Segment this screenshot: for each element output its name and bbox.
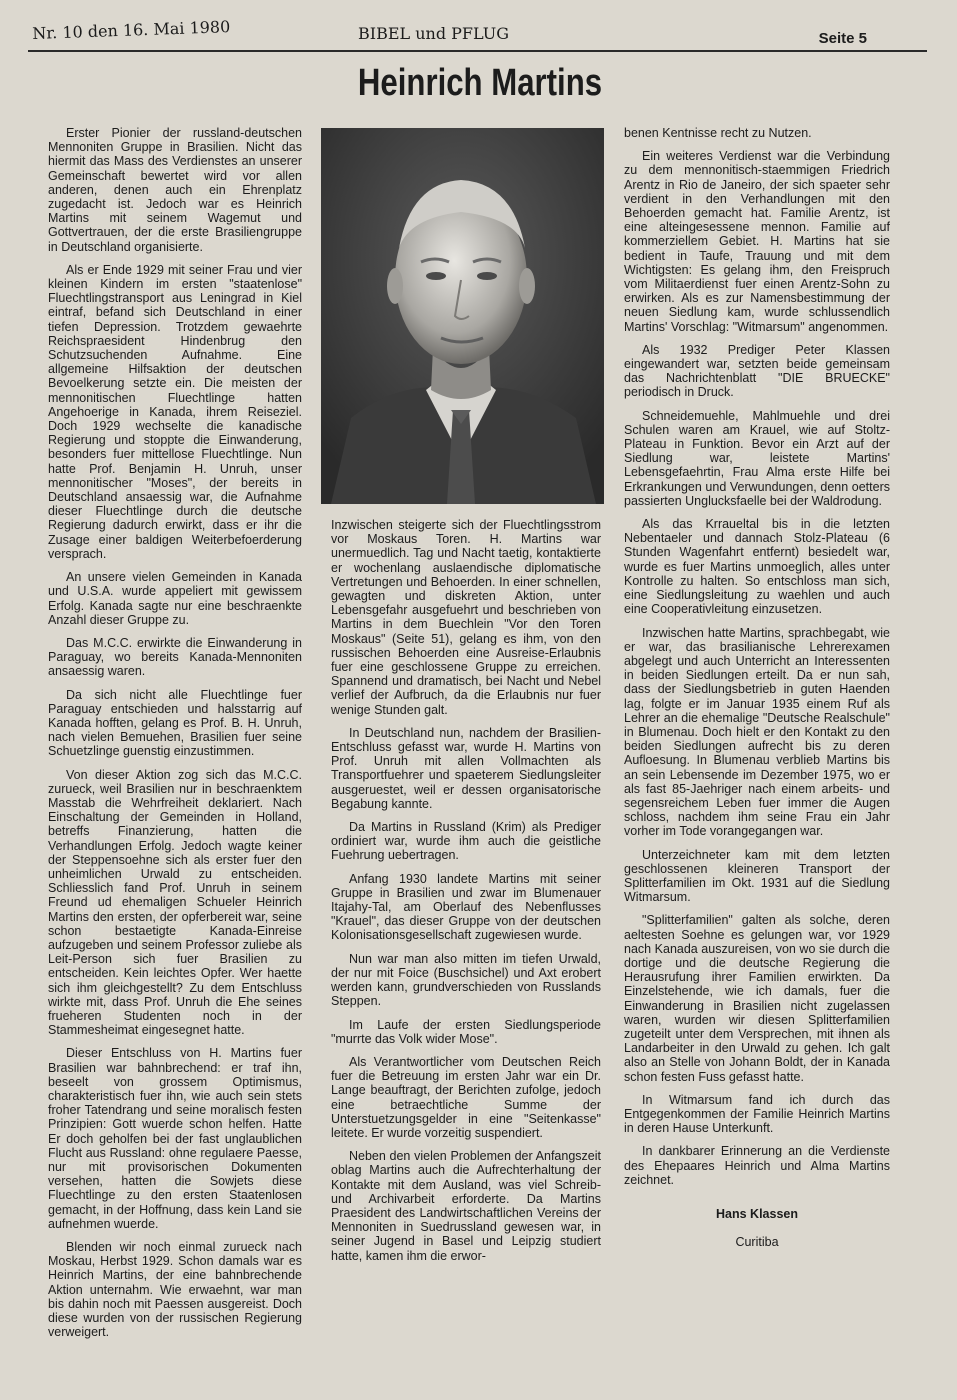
paragraph: Da Martins in Russland (Krim) als Prediger ordiniert war, wurde ihm auch die geistliche Fuehrung uebertragen. (331, 820, 601, 863)
paragraph: Als das Krraueltal bis in die letzten Nebentaeler und dannach Stolz-Plateau (6 Stunden Wagenfahrt entfernt) besiedelt war, wurde es fuer Martins unmoeglich, alles unter Kontrolle zu halten. So entschloss man sich, eine Siedlungsleitung zu waehlen und auch eine Cooperativleitung einzusetzen. (624, 517, 890, 617)
issue-date: Nr. 10 den 16. Mai 1980 (32, 17, 231, 43)
paragraph: Schneidemuehle, Mahlmuehle und drei Schulen waren am Krauel, wie auf Stoltz-Plateau in Funktion. Bevor ein Arzt auf der Siedlung war, leistete Martins' Lebensgefaehrtin, Frau Alma erste Hilfe bei Erkrankungen und Verwundungen, denn oetters passierten Unglucksfaelle bei der Waldrodung. (624, 408, 890, 508)
paragraph: Dieser Entschluss von H. Martins fuer Brasilien war bahnbrechend: er traf ihn, beseelt von grossem Optimismus, charakteristisch fuer ihn, wie auch sein stets froher Tatendrang und seine moralisch festen Prinzipien: Gott wuerde schon helfen. Hatte Er doch geholfen bei der fast unglaublichen Flucht aus Russland: ohne regulaere Paesse, nur mit provisorischen Dokumenten versehen, hatten die Sowjets diese Fluechtlinge zu den ersten Staatenlosen gemacht, in der Hoffnung, dass kein Land sie aufnehmen wuerde. (48, 1046, 302, 1231)
author-place: Curitiba (735, 1235, 779, 1250)
paragraph: Im Laufe der ersten Siedlungsperiode "murrte das Volk wider Mose". (331, 1017, 601, 1046)
paragraph: benen Kentnisse recht zu Nutzen. (624, 126, 812, 140)
paragraph: Anfang 1930 landete Martins mit seiner Gruppe in Brasilien und zwar im Blumenauer Itajahy-Tal, am Oberlauf des Nebenflusses "Krauel", das dieser Gruppe von der deutschen Kolonisationsgesellschaft zugewiesen wurde. (331, 871, 601, 943)
paragraph: In dankbarer Erinnerung an die Verdienste des Ehepaares Heinrich und Alma Martins zeichnet. (624, 1144, 890, 1187)
paragraph: Erster Pionier der russland-deutschen Mennoniten Gruppe in Brasilien. Nicht das hiermit das Mass des Verdienstes an unserer Gemeinschaft bewertet wird vor allen anderen, denen auch ein Ehrenplatz zugedacht ist. Jedoch war es Heinrich Martins mit seinem Wagemut und Gottvertrauen, der die erste Brasiliengruppe in Deutschland organisierte. (48, 126, 302, 254)
column-2 (331, 518, 601, 1272)
paragraph: Als er Ende 1929 mit seiner Frau und vier kleinen Kindern im ersten "staatenlose" Fluechtlingstransport aus Leningrad in Kiel eintraf, befand sich Deutschland in einer tiefen Depression. Trotzdem gewaehrte Reichspraesident Hindenbrug den Schutzsuchenden Aufnahme. Eine allgemeine Hilfsaktion der deutschen Bevoelkerung setzte ein. Die meisten der mennonitischen Fluechtlinge hatten Angehoerige in Kanada, ihrem Reiseziel. Doch 1929 wechselte die kanadische Regierung und stoppte die Einwanderung, besonders fuer mittellose Fluechtlinge. Nun hatte Prof. Benjamin H. Unruh, unser mennonitischer "Moses", der bereits in Deutschland ansaessig war, die Aufnahme dieser Fluechtlinge durch die deutsche Regierung dadurch erwirkt, dass er ihr die Zusage einer baldigen Weiterbefoerderung versprach. (48, 262, 302, 561)
paragraph: Ein weiteres Verdienst war die Verbindung zu dem mennonitisch-staemmigen Friedrich Arentz in Rio de Janeiro, der sich spaeter sehr verdient in den Verhandlungen mit den Behoerden gemacht hat. Familie Arentz, ist eine alteingesessene mennon. Familie auf kommerziellem Gebiet. H. Martins hat sie bedient in Taufe, Trauung und mit dem Wichtigsten: Es gelang ihm, den Freispruch vom Militaerdienst fuer einen Arentz-Sohn zu erwirken. Als es zur Namensbestimmung der neuen Siedlung kam, wurde schlussendlich Martins' Vorschlag: "Witmarsum" angenommen. (624, 149, 890, 334)
paragraph: "Splitterfamilien" galten als solche, deren aeltesten Soehne es gelungen war, vor 1929 nach Kanada auszureisen, von wo sie durch die dortige und die deutsche Regierung die Herausrufung ihrer Familien erwirkten. Da Einzelstehende, wie ich damals, fuer die Einwanderung in Brasilien nicht zugelassen waren, wurden wir diesen Splitterfamilien zugeteilt unter dem Versprechen, mit ihnen als Landarbeiter in den Urwald zu gehen. Ich galt also an Stelle von Johann Boldt, der in Kanada schon festen Fuss gefasst hatte. (624, 913, 890, 1084)
column-3 (624, 126, 890, 1249)
portrait-photo (321, 128, 604, 504)
paragraph: Unterzeichneter kam mit dem letzten geschlossenen kleineren Transport der Splitterfamilien im Okt. 1931 auf die Siedlung Witmarsum. (624, 847, 890, 905)
portrait-photo-icon (321, 128, 604, 504)
paragraph: Neben den vielen Problemen der Anfangszeit oblag Martins auch die Aufrechterhaltung der Kontakte mit dem Ausland, was viel Schreib- und Archivarbeit erforderte. Da Martins Praesident des Landwirtschaftlichen Vereins der Mennoniten in Suedrussland gewesen war, in seiner Jugend in Basel und Leipzig studiert hatte, kamen ihm die erwor- (331, 1149, 601, 1263)
paragraph: In Witmarsum fand ich durch das Entgegenkommen der Familie Heinrich Martins in deren Hause Unterkunft. (624, 1092, 890, 1136)
paragraph: Das M.C.C. erwirkte die Einwanderung in Paraguay, wo bereits Kanada-Mennoniten ansaessig waren. (48, 635, 302, 679)
author-name: Hans Klassen (716, 1207, 798, 1222)
page-header (28, 17, 927, 56)
paragraph: Inzwischen hatte Martins, sprachbegabt, wie er war, das brasilianische Lehrerexamen abgelegt und auch Unterricht an Interessenten in beiden Siedlungen erteilt. Da er nun sah, dass der Siedlungsbetrieb in guten Haenden lag, folgte er im Januar 1935 einem Ruf als Lehrer an die ehemalige "Deutsche Realschule" in Blumenau. Doch hielt er den Kontakt zu den beiden Siedlungen aufrecht bis zu deren Aufloesung. In Blumenau verblieb Martins bis an sein Lebensende im Dezember 1975, wo er als fast 85-Jaehriger nach einem arbeits- und segensreichem Leben fuer immer die Augen schloss, nachdem ihm seine Frau ein Jahr vorher im Tode vorangegangen war. (624, 625, 890, 839)
paragraph: Da sich nicht alle Fluechtlinge fuer Paraguay entschieden und halsstarrig auf Kanada hofften, gelang es Prof. B. H. Unruh, nach vielen Bemuehen, Brasilien fuer seine Schuetzlinge guenstig einzustimmen. (48, 687, 302, 759)
paragraph: Nun war man also mitten im tiefen Urwald, der nur mit Foice (Buschsichel) und Axt erobert werden kann, grundverschieden von Russlands Steppen. (331, 951, 601, 1009)
paragraph: Inzwischen steigerte sich der Fluechtlingsstrom vor Moskaus Toren. H. Martins war unermuedlich. Tag und Nacht taetig, kontaktierte er wochenlang auslaendische diplomatische Vertretungen und Behoerden. In einer schnellen, gewagten und diskreten Aktion, unter Lebensgefahr ausgefuehrt und beschrieben von Martins in dem Buechlein "Vor den Toren Moskaus" (Seite 51), gelang es ihm, von den russischen Behoerden eine Ausreise-Erlaubnis fuer eine geschlossene Gruppe zu erreichen. Spannend und dramatisch, bei Nacht und Nebel verlief der Aufbruch, da die Erlaubnis nur fuer wenige Stunden galt. (331, 518, 601, 717)
column-1 (48, 126, 302, 1348)
paragraph: In Deutschland nun, nachdem der Brasilien-Entschluss gefasst war, wurde H. Martins von Prof. Unruh mit allen Vollmachten als Transportfuehrer und spaeterem Siedlungsleiter ausgeruestet, weil er dessen organisatorische Begabung kannte. (331, 725, 601, 811)
paragraph: Als 1932 Prediger Peter Klassen eingewandert war, setzten beide gemeinsam das Nachrichtenblatt "DIE BRUECKE" periodisch in Druck. (624, 342, 890, 400)
article-title: Heinrich Martins (357, 62, 603, 104)
page-number: Seite 5 (818, 30, 867, 47)
paragraph: Als Verantwortlicher vom Deutschen Reich fuer die Betreuung im ersten Jahr war ein Dr. Lange beauftragt, der Berichten zufolge, jedoch eine betraechtliche Summe der Unterstuetzungsgelder in eine "Seitenkasse" leitete. Er wurde vorzeitig suspendiert. (331, 1054, 601, 1140)
paragraph: An unsere vielen Gemeinden in Kanada und U.S.A. wurde appeliert mit gewissem Erfolg. Kanada sagte nur eine beschraenkte Anzahl dieser Gruppe zu. (48, 570, 302, 627)
publication-name: BIBEL und PFLUG (358, 24, 510, 43)
paragraph: Von dieser Aktion zog sich das M.C.C. zurueck, weil Brasilien nur in beschraenktem Masstab die Wehrfreiheit deklariert. Nach Einschaltung der Gemeinden in Holland, betreffs Finanzierung, hatten die Verhandlungen Erfolg. Jedoch wagte keiner der Steppensoehne sich als erster fuer den unheimlichen Urwald zu entscheiden. Schliesslich fand Prof. Unruh in seinem Freund ud ehemaligen Schueler Heinrich Martins den ersten, der opferbereit war, seine schon bestaetigte Kanada-Einreise aufzugeben und seinem Professor zuliebe als Leit-Person sich fuer Brasilien zu entscheiden. Kein leichtes Opfer. Wer haette sich ihm gleichgestellt? Zu dem Entschluss wirkte mit, dass Prof. Unruh die Ehe seines frueheren Studenten noch in der Stammesheimat eingesegnet hatte. (48, 767, 302, 1038)
header-rule (28, 50, 927, 52)
paragraph: Blenden wir noch einmal zurueck nach Moskau, Herbst 1929. Schon damals war es Heinrich Martins, der eine bahnbrechende Aktion unternahm. Wie erwaehnt, war man bis dahin noch mit Paessen ausgereist. Doch diese wurden von der russischen Regierung verweigert. (48, 1240, 302, 1340)
